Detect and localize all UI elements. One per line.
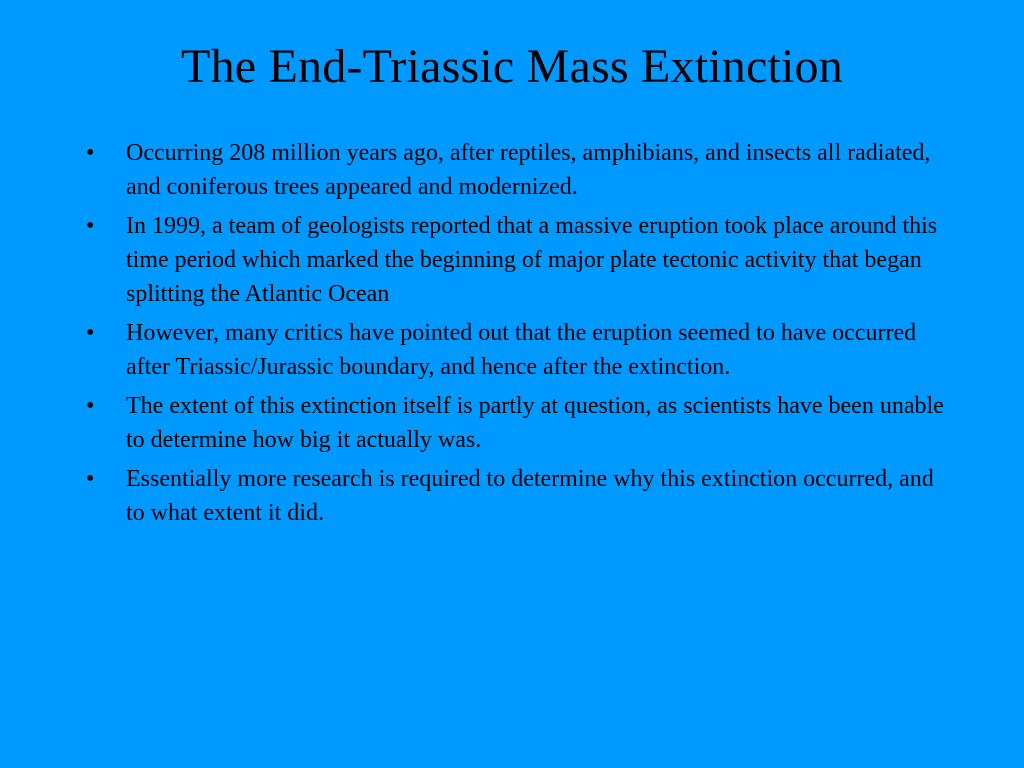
bullet-item <box>86 316 946 384</box>
bullet-item <box>86 389 946 457</box>
bullet-text: The extent of this extinction itself is partly at question, as scientists have been unable to determine how big it actually was. <box>126 393 944 453</box>
bullet-item <box>86 136 946 204</box>
bullet-icon: • <box>86 393 95 419</box>
slide-title: The End-Triassic Mass Extinction <box>181 40 843 93</box>
bullet-text: However, many critics have pointed out that the eruption seemed to have occurred after Triassic/Jurassic boundary, and hence after the extinction. <box>126 320 917 380</box>
bullet-icon: • <box>86 320 95 346</box>
bullet-text: Occurring 208 million years ago, after reptiles, amphibians, and insects all radiated, and coniferous trees appeared and modernized. <box>126 140 931 200</box>
bullet-icon: • <box>86 466 95 492</box>
bullet-item <box>86 209 946 311</box>
bullet-icon: • <box>86 140 95 166</box>
bullet-text: Essentially more research is required to determine why this extinction occurred, and to what extent it did. <box>126 466 934 526</box>
bullet-text: In 1999, a team of geologists reported that a massive eruption took place around this time period which marked the beginning of major plate tectonic activity that began splitting the Atlantic Ocean <box>126 213 938 307</box>
bullet-icon: • <box>86 213 95 239</box>
bullet-item <box>86 462 946 530</box>
bullet-list <box>86 136 946 535</box>
